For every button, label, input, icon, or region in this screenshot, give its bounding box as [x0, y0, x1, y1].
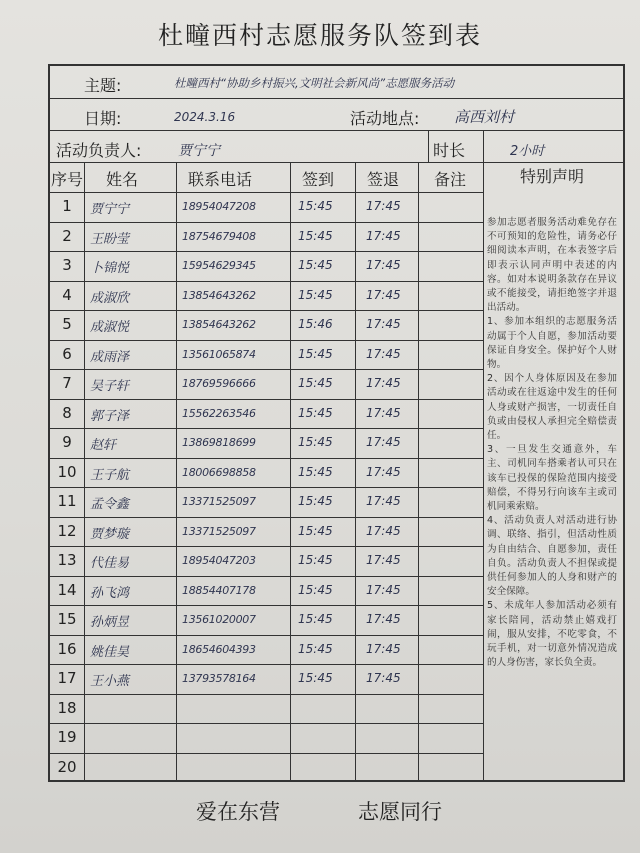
divider	[418, 162, 419, 782]
sign-in-time: 15:45	[298, 553, 333, 567]
leader-label: 活动负责人:	[56, 141, 142, 160]
row-number: 8	[62, 403, 72, 422]
phone-number: 18754679408	[182, 229, 256, 243]
phone-number: 13561065874	[182, 347, 256, 361]
col-header-name: 姓名	[106, 170, 139, 189]
phone-number: 13793578164	[182, 672, 256, 685]
sign-out-time: 17:45	[366, 199, 401, 213]
row-number: 9	[62, 433, 72, 451]
sign-in-time: 15:45	[298, 523, 333, 538]
row-divider	[50, 369, 483, 370]
divider	[84, 162, 85, 782]
row-number: 17	[57, 669, 77, 687]
duration-label: 时长	[433, 141, 466, 160]
sign-in-time: 15:45	[298, 376, 333, 390]
row-number: 18	[57, 698, 77, 717]
col-header-statement: 特别声明	[520, 167, 585, 186]
sign-in-time: 15:45	[298, 199, 333, 213]
sign-out-time: 17:45	[366, 671, 401, 685]
row-divider	[50, 192, 483, 193]
row-divider	[50, 487, 483, 488]
sign-out-time: 17:45	[366, 435, 401, 449]
sign-out-time: 17:45	[366, 582, 401, 597]
sign-in-time: 15:45	[298, 346, 333, 361]
sign-in-time: 15:45	[298, 464, 333, 479]
volunteer-name: 孙飞鸿	[90, 585, 130, 601]
phone-number: 18654604393	[182, 642, 256, 656]
phone-number: 18769596666	[182, 377, 256, 390]
volunteer-name: 孙炳昱	[90, 615, 130, 630]
col-header-phone: 联系电话	[188, 170, 253, 189]
duration-value: 2小时	[510, 144, 545, 159]
row-divider	[50, 605, 483, 606]
row-divider	[50, 576, 483, 577]
row-divider	[50, 222, 483, 223]
sign-out-time: 17:45	[366, 346, 401, 361]
row-divider	[50, 428, 483, 429]
statement-item-3: 3、一旦发生交通意外，车主、司机同车搭乘者认可只在该车已投保的保险范围内接受赔偿，不得另行向该车主或司机同乘索赔。	[487, 444, 617, 513]
footer-slogan-right: 志愿同行	[358, 800, 442, 824]
statement-intro: 参加志愿者服务活动难免存在不可预知的危险性，请务必仔细阅读本声明，在本表签字后即表示认同声明中表述的内容。如对本说明条款存在异议或不能接受，请拒绝签字并退出活动。	[487, 217, 617, 314]
row-number: 14	[57, 580, 77, 599]
row-number: 19	[57, 728, 77, 746]
sign-in-time: 15:45	[298, 405, 333, 420]
phone-number: 13561020007	[182, 613, 256, 626]
row-number: 1	[62, 197, 72, 215]
sign-in-time: 15:45	[298, 582, 333, 597]
sign-out-time: 17:45	[366, 228, 401, 243]
volunteer-name: 贾宁宁	[90, 202, 130, 217]
phone-number: 15954629345	[182, 259, 256, 272]
sign-in-time: 15:45	[298, 612, 333, 626]
divider	[355, 162, 356, 782]
row-divider	[50, 723, 483, 724]
phone-number: 13854643262	[182, 318, 256, 331]
volunteer-name: 姚佳昊	[90, 644, 130, 660]
sign-in-time: 15:45	[298, 494, 333, 508]
leader-value: 贾宁宁	[178, 143, 220, 159]
volunteer-name: 成雨泽	[90, 349, 130, 365]
statement-item-1: 1、参加本组织的志愿服务活动属于个人自愿，参加活动要保证自身安全。保护好个人财物。	[487, 316, 617, 371]
row-divider	[50, 310, 483, 311]
row-divider	[50, 399, 483, 400]
volunteer-name: 代佳易	[90, 556, 130, 571]
row-divider	[50, 340, 483, 341]
row-divider	[50, 546, 483, 547]
volunteer-name: 王盼莹	[90, 231, 130, 247]
volunteer-name: 贾梦璇	[90, 526, 130, 542]
sign-out-time: 17:45	[366, 464, 401, 479]
row-divider	[50, 281, 483, 282]
phone-number: 18854407178	[182, 583, 256, 597]
statement-item-4: 4、活动负责人对活动进行协调、联络、指引，但活动性质为自由结合、自愿参加，责任自负。活动负责人不担保或提供任何参加人的人身和财产的安全保障。	[487, 515, 617, 598]
statement-item-2: 2、因个人身体原因及在参加活动或在往返途中发生的任何人身或财产损害，一切责任自负或由侵权人承担完全赔偿责任。	[487, 373, 617, 442]
volunteer-name: 王小燕	[90, 674, 130, 689]
col-header-sign-out: 签退	[367, 170, 400, 189]
topic-label: 主题:	[84, 76, 122, 95]
phone-number: 13371525097	[182, 495, 256, 508]
footer-slogan-left: 爱在东营	[196, 800, 280, 824]
topic-value: 杜疃西村“协助乡村振兴,文明社会新风尚”志愿服务活动	[174, 76, 455, 90]
divider	[483, 162, 484, 782]
row-divider	[50, 458, 483, 459]
divider	[428, 130, 429, 162]
sign-out-time: 17:45	[366, 612, 401, 626]
phone-number: 18954047208	[182, 200, 256, 213]
phone-number: 18954047203	[182, 554, 256, 567]
phone-number: 13869818699	[182, 436, 256, 449]
phone-number: 15562263546	[182, 406, 256, 420]
divider	[50, 162, 623, 163]
sign-in-time: 15:45	[298, 435, 333, 449]
row-number: 5	[62, 315, 72, 333]
row-divider	[50, 251, 483, 252]
row-number: 12	[57, 521, 77, 540]
row-number: 15	[57, 610, 77, 628]
statement-item-5: 5、未成年人参加活动必须有家长陪同，活动禁止嬉戏打闹，服从安排，不吃零食，不玩手机，对一切意外情况造成的人身伤害，家长负全责。	[487, 600, 617, 669]
col-header-sign-in: 签到	[302, 170, 335, 189]
sign-out-time: 17:45	[366, 553, 401, 567]
volunteer-name: 孟令鑫	[90, 497, 130, 512]
location-value: 高西刘村	[454, 108, 515, 126]
volunteer-name: 成淑欣	[90, 290, 130, 306]
row-number: 4	[62, 285, 72, 304]
row-divider	[50, 664, 483, 665]
volunteer-name: 郭子泽	[90, 408, 130, 424]
volunteer-name: 赵轩	[90, 438, 117, 453]
page-title: 杜疃西村志愿服务队签到表	[157, 21, 482, 50]
sign-out-time: 17:45	[366, 641, 401, 656]
divider	[50, 130, 623, 131]
sign-out-time: 17:45	[366, 376, 401, 390]
sign-in-time: 15:45	[298, 287, 333, 302]
special-statement	[487, 216, 617, 671]
sign-in-time: 15:45	[298, 641, 333, 656]
date-label: 日期:	[84, 109, 122, 128]
volunteer-name: 卜锦悦	[90, 261, 130, 276]
location-label: 活动地点:	[350, 109, 420, 128]
divider	[50, 98, 623, 99]
row-number: 7	[62, 374, 72, 392]
sign-out-time: 17:45	[366, 405, 401, 420]
col-header-remarks: 备注	[434, 170, 467, 189]
row-divider	[50, 694, 483, 695]
volunteer-name: 成淑悦	[90, 320, 130, 335]
sign-in-sheet	[48, 64, 625, 782]
sign-in-time: 15:45	[298, 228, 333, 243]
sign-in-time: 15:45	[298, 671, 333, 685]
row-divider	[50, 517, 483, 518]
volunteer-name: 吴子轩	[90, 379, 130, 394]
sign-out-time: 17:45	[366, 494, 401, 508]
sign-out-time: 17:45	[366, 258, 401, 272]
row-divider	[50, 635, 483, 636]
phone-number: 13854643262	[182, 288, 256, 302]
divider	[483, 130, 484, 162]
divider	[176, 162, 177, 782]
row-number: 11	[57, 492, 77, 510]
phone-number: 18006698858	[182, 465, 256, 479]
sign-in-time: 15:45	[298, 258, 333, 272]
sign-out-time: 17:45	[366, 317, 401, 331]
row-number: 13	[57, 551, 77, 569]
row-number: 2	[62, 226, 72, 245]
phone-number: 13371525097	[182, 524, 256, 538]
sign-in-time: 15:46	[298, 317, 333, 331]
volunteer-name: 王子航	[90, 467, 130, 483]
divider	[290, 162, 291, 782]
row-divider	[50, 753, 483, 754]
col-header-no: 序号	[50, 170, 83, 189]
row-number: 3	[62, 256, 72, 274]
row-number: 16	[57, 639, 77, 658]
row-number: 10	[57, 462, 77, 481]
row-number: 6	[62, 344, 72, 363]
date-value: 2024.3.16	[174, 110, 236, 124]
row-number: 20	[57, 757, 77, 776]
sign-out-time: 17:45	[366, 523, 401, 538]
sign-out-time: 17:45	[366, 287, 401, 302]
